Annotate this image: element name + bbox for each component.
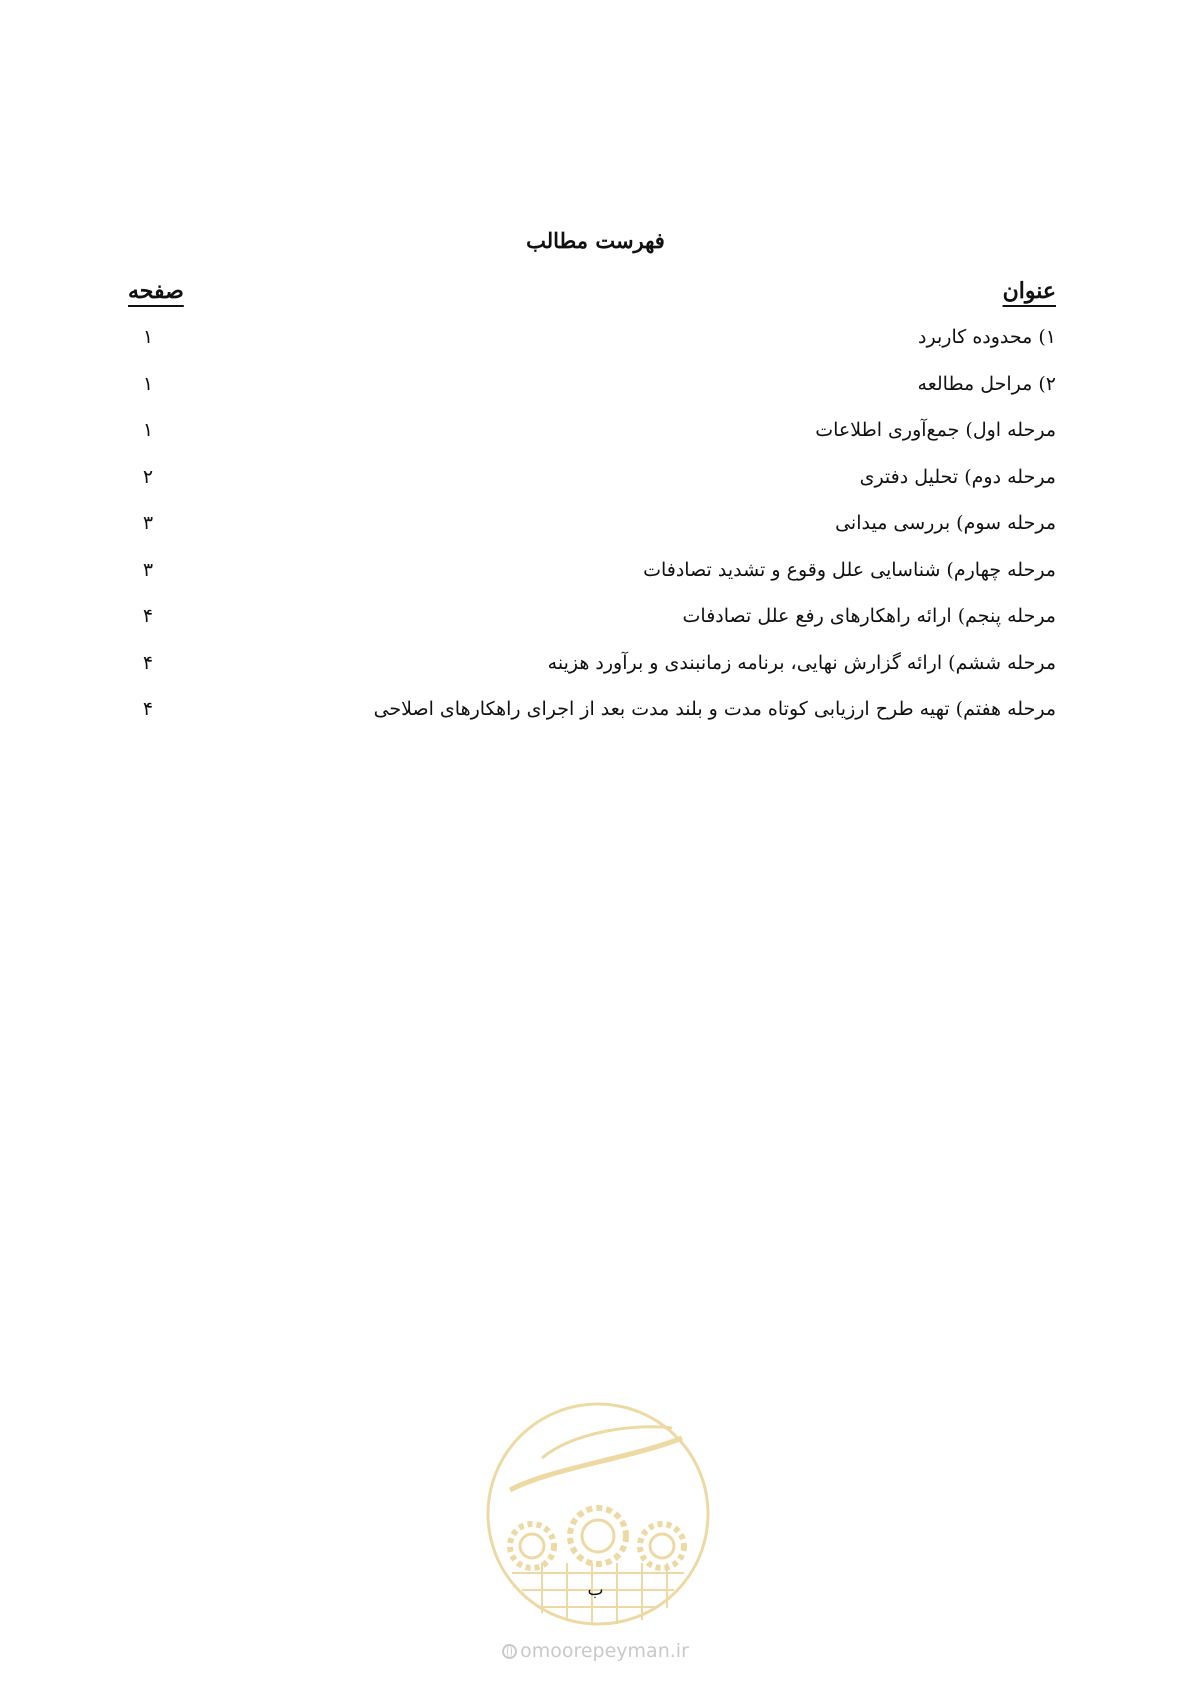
globe-icon — [502, 1644, 517, 1659]
toc-entry[interactable] — [128, 326, 1056, 373]
toc-entry-title: مرحله هفتم) تهیه طرح ارزیابی کوتاه مدت و بلند مدت بعد از اجرای راهکارهای اصلاحی — [373, 698, 1056, 720]
toc-entry-page: ۱ — [142, 326, 154, 348]
title-column-header: عنوان — [1002, 278, 1056, 304]
toc-list — [128, 326, 1056, 745]
toc-entry-title: ۱) محدوده کاربرد — [918, 326, 1056, 348]
page-column-header: صفحه — [128, 278, 184, 304]
toc-entry-page: ۴ — [142, 651, 154, 674]
toc-entry[interactable] — [128, 512, 1056, 559]
toc-entry-page: ۴ — [142, 698, 154, 720]
page-number: ب — [587, 1580, 604, 1600]
toc-entry[interactable] — [128, 559, 1056, 606]
toc-entry[interactable] — [128, 698, 1056, 745]
toc-entry[interactable] — [128, 419, 1056, 466]
toc-entry-title: مرحله ششم) ارائه گزارش نهایی، برنامه زمانبندی و برآورد هزینه — [547, 651, 1056, 674]
toc-entry-page: ۱ — [142, 372, 154, 395]
toc-entry[interactable] — [128, 652, 1056, 699]
toc-entry-page: ۱ — [142, 419, 154, 441]
toc-entry-title: مرحله پنجم) ارائه راهکارهای رفع علل تصادفات — [682, 605, 1056, 627]
toc-entry-page: ۲ — [142, 465, 154, 488]
toc-entry-page: ۳ — [142, 558, 154, 581]
toc-entry[interactable] — [128, 605, 1056, 652]
toc-entry-page: ۳ — [142, 512, 154, 534]
toc-entry-title: ۲) مراحل مطالعه — [917, 372, 1056, 395]
watermark-url — [0, 1640, 1191, 1662]
watermark-url-text: omoorepeyman.ir — [520, 1640, 689, 1662]
toc-entry[interactable] — [128, 373, 1056, 420]
toc-entry-title: مرحله چهارم) شناسایی علل وقوع و تشدید تصادفات — [643, 558, 1056, 581]
toc-entry-title: مرحله اول) جمع‌آوری اطلاعات — [815, 419, 1056, 441]
toc-entry-page: ۴ — [142, 605, 154, 627]
toc-entry-title: مرحله سوم) بررسی میدانی — [835, 512, 1056, 534]
toc-entry-title: مرحله دوم) تحلیل دفتری — [859, 465, 1056, 488]
toc-entry[interactable] — [128, 466, 1056, 513]
toc-title: فهرست مطالب — [526, 228, 665, 253]
